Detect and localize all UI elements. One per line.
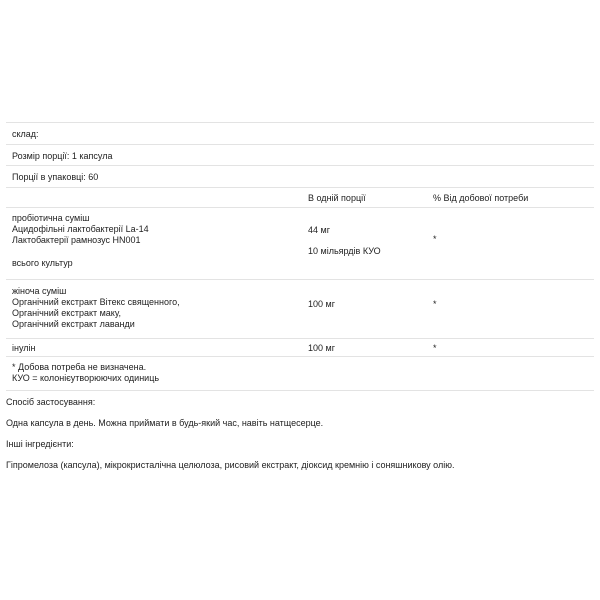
- probiotic-cfu: 10 мільярдів КУО: [308, 246, 381, 256]
- probiotic-line: пробіотична суміш: [12, 213, 90, 223]
- servings-per-container: Порції в упаковці: 60: [12, 172, 99, 182]
- servings-per-container-row: [6, 165, 594, 187]
- per-serving-header: В одній порції: [308, 193, 366, 203]
- daily-value-header: % Від добової потреби: [433, 193, 529, 203]
- inulin-name: інулін: [12, 343, 36, 353]
- usage-text: Одна капсула в день. Можна приймати в будь-який час, навіть натщесерце.: [6, 418, 324, 428]
- womens-blend-line: Органічний екстракт Вітекс священного,: [12, 297, 180, 307]
- womens-blend-line: жіноча суміш: [12, 286, 67, 296]
- probiotic-line: всього культур: [12, 258, 73, 268]
- probiotic-line: Лактобактерії рамнозус HN001: [12, 235, 141, 245]
- womens-blend-row: [6, 279, 594, 338]
- inulin-amount: 100 мг: [308, 343, 335, 353]
- probiotic-amount: 44 мг: [308, 225, 330, 235]
- column-header-row: [6, 187, 594, 207]
- womens-blend-line: Органічний екстракт маку,: [12, 308, 121, 318]
- inulin-daily-value: *: [433, 343, 437, 353]
- other-ingredients-text: Гіпромелоза (капсула), мікрокристалічна целюлоза, рисовий екстракт, діоксид кремнію і соняшникову олію.: [6, 460, 455, 470]
- footnotes-row: [6, 356, 594, 391]
- probiotic-line: Ацидофільні лактобактерії La-14: [12, 224, 149, 234]
- inulin-row: [6, 338, 594, 356]
- heading-row: [6, 122, 594, 144]
- womens-blend-amount: 100 мг: [308, 299, 335, 309]
- supplement-facts-table: [6, 122, 594, 391]
- footnote: КУО = колонієутворюючих одиниць: [12, 373, 160, 383]
- womens-blend-daily-value: *: [433, 299, 437, 309]
- usage-heading: Спосіб застосування:: [6, 397, 96, 407]
- serving-size-row: [6, 144, 594, 165]
- probiotic-blend-row: [6, 207, 594, 279]
- probiotic-daily-value: *: [433, 234, 437, 244]
- other-ingredients-heading: Інші інгредієнти:: [6, 439, 74, 449]
- serving-size: Розмір порції: 1 капсула: [12, 151, 113, 161]
- footnote: * Добова потреба не визначена.: [12, 362, 147, 372]
- womens-blend-line: Органічний екстракт лаванди: [12, 319, 135, 329]
- table-heading: склад:: [12, 129, 39, 139]
